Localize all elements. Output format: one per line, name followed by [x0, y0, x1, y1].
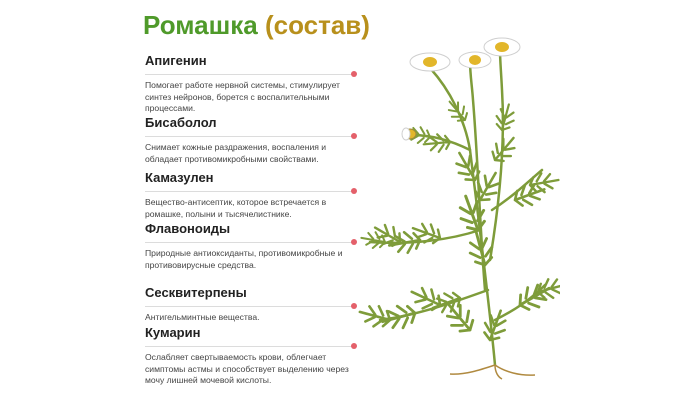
flower-3: [484, 38, 520, 56]
divider: [145, 136, 353, 137]
divider: [145, 191, 353, 192]
component-description: Вещество-антисептик, которое встречается в ромашке, полыни и тысячелистнике.: [145, 197, 327, 219]
component-name: Кумарин: [145, 325, 201, 340]
chamomile-illustration: [330, 30, 560, 380]
component-name: Апигенин: [145, 53, 207, 68]
component-description: Природные антиоксиданты, противомикробные и противовирусные средства.: [145, 248, 343, 270]
component-apigenin: [145, 53, 360, 115]
component-name: Сесквитерпены: [145, 285, 247, 300]
component-name: Флавоноиды: [145, 221, 231, 236]
title-main: Ромашка: [143, 10, 258, 40]
roots: [450, 365, 535, 379]
component-description: Антигельминтные вещества.: [145, 312, 260, 322]
component-name: Бисаболол: [145, 115, 217, 130]
component-chamazulene: [145, 170, 360, 220]
flower-1: [410, 53, 450, 71]
flower-bud: [402, 128, 416, 140]
title-sub: (состав): [264, 10, 370, 40]
component-description: Помогает работе нервной системы, стимулирует синтез нейронов, борется с воспалительными процессами.: [145, 80, 340, 113]
divider: [145, 74, 353, 75]
component-coumarin: [145, 325, 360, 387]
divider: [145, 242, 353, 243]
divider: [145, 306, 353, 307]
component-name: Камазулен: [145, 170, 214, 185]
component-description: Снимает кожные раздражения, воспаления и обладает противомикробными свойствами.: [145, 142, 327, 164]
leaves: [357, 96, 560, 343]
divider: [145, 346, 353, 347]
component-bisabolol: [145, 115, 360, 165]
component-description: Ослабляет свертываемость крови, облегчает симптомы астмы и способствует выделению через мочу лишней мочевой кислоты.: [145, 352, 349, 385]
component-flavonoids: [145, 221, 360, 271]
component-sesquiterpenes: [145, 285, 360, 324]
flower-2: [459, 52, 491, 68]
